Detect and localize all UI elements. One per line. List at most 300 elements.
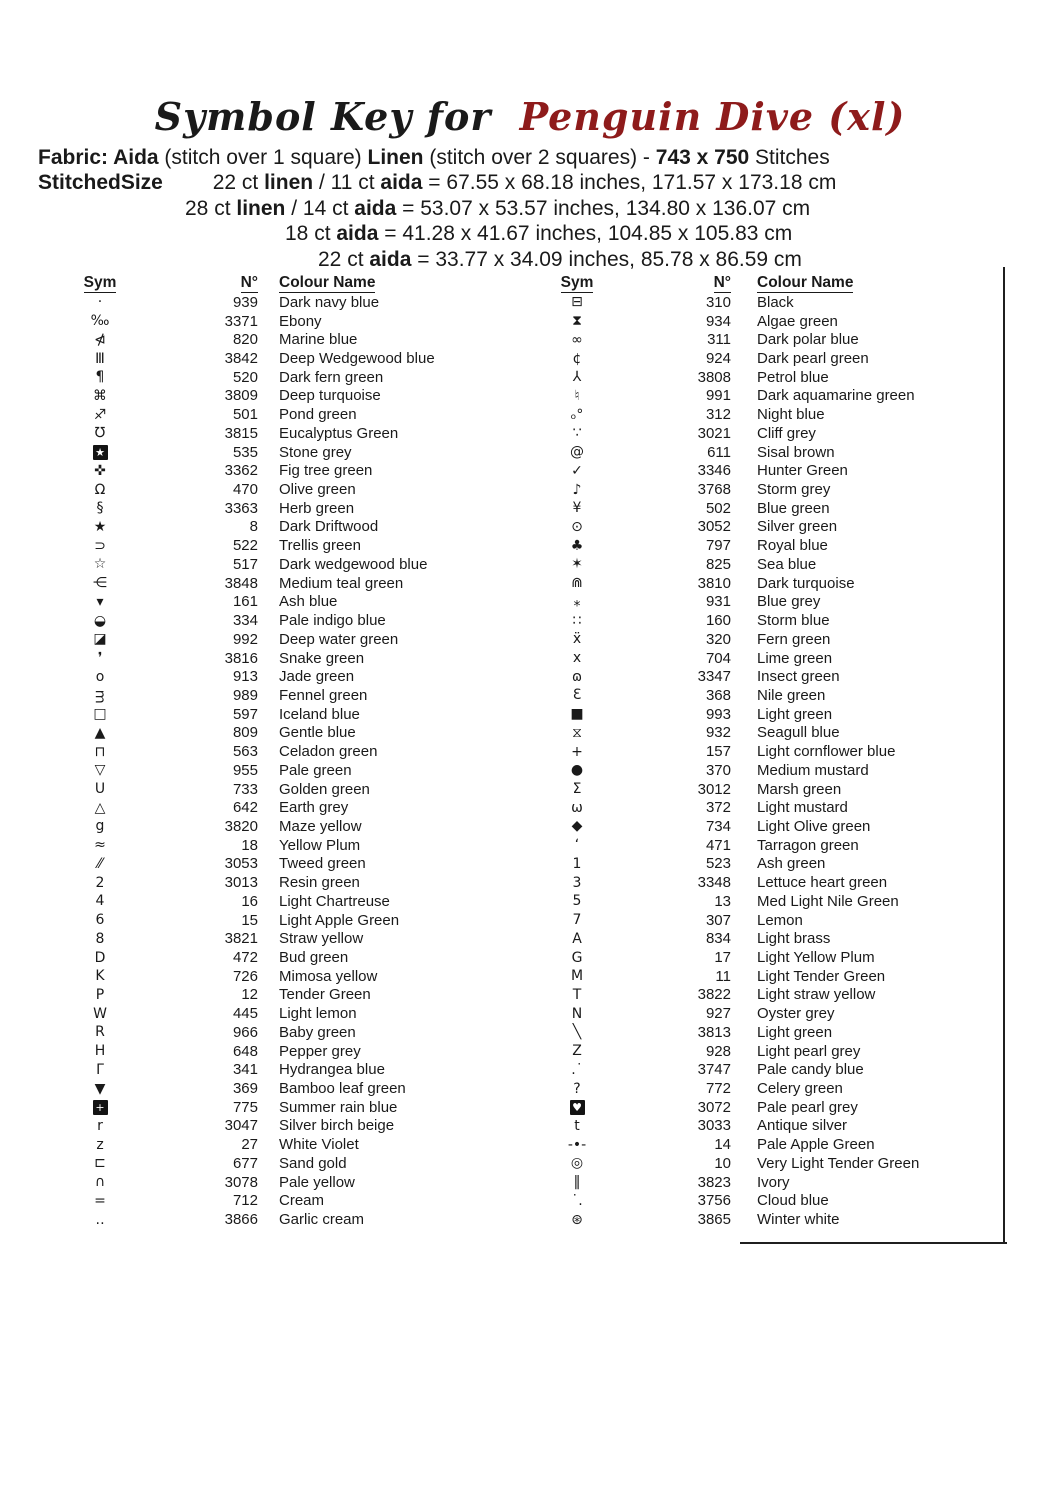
stitch-symbol-icon: t	[574, 1117, 580, 1134]
colour-name-cell: Dark turquoise	[757, 574, 855, 592]
symbol-cell	[545, 932, 609, 946]
table-row	[70, 424, 506, 443]
number-cell: 3012	[697, 780, 731, 798]
colour-name-cell: Storm grey	[757, 481, 831, 499]
colour-name-cell: Very Light Tender Green	[757, 1154, 920, 1172]
table-row	[545, 593, 1003, 612]
symbol-cell	[545, 857, 609, 871]
stitch-symbol-icon: ⊛	[571, 1211, 583, 1228]
number-cell: 734	[705, 817, 731, 835]
table-row	[545, 724, 1003, 743]
colour-name-cell: Fern green	[757, 630, 831, 648]
symbol-cell	[545, 426, 609, 440]
text-segment: Stitches	[749, 146, 830, 169]
stitch-symbol-icon: ♐	[93, 406, 107, 423]
number-cell: 3865	[697, 1211, 731, 1229]
number-cell: 704	[705, 649, 731, 667]
symbol-cell	[545, 352, 609, 366]
number-cell: 10	[714, 1154, 731, 1172]
colour-name-cell: Marine blue	[279, 331, 358, 349]
table-row	[70, 1098, 506, 1117]
colour-name-cell: Sisal brown	[757, 443, 835, 461]
number-cell: 372	[705, 799, 731, 817]
stitch-symbol-icon: ■	[570, 706, 584, 723]
number-cell: 3363	[224, 499, 258, 517]
symbol-cell	[70, 707, 130, 721]
text-segment: aida	[380, 171, 423, 194]
number-cell: 3362	[224, 462, 258, 480]
colour-name-cell: Light lemon	[279, 1005, 357, 1023]
stitch-symbol-icon: ˙.	[571, 1192, 583, 1209]
colour-name-cell: Iceland blue	[279, 705, 360, 723]
stitched-size-line-2	[185, 197, 810, 221]
colour-name-cell: Herb green	[279, 499, 355, 517]
symbol-cell	[545, 1119, 609, 1133]
stitch-symbol-icon: ·	[97, 294, 103, 311]
stitch-symbol-icon: ẍ	[572, 631, 582, 648]
symbol-cell	[545, 988, 609, 1002]
symbol-cell	[70, 782, 130, 796]
table-row	[70, 349, 506, 368]
colour-name-cell: Silver birch beige	[279, 1117, 395, 1135]
table-row	[545, 742, 1003, 761]
stitch-symbol-icon: .˙	[571, 1061, 583, 1078]
table-row	[70, 836, 506, 855]
colour-name-cell: Resin green	[279, 874, 360, 892]
table-row	[545, 686, 1003, 705]
symbol-cell	[70, 801, 130, 815]
number-cell: 797	[705, 537, 731, 555]
colour-name-cell: Blue green	[757, 499, 830, 517]
table-row	[545, 967, 1003, 986]
number-cell: 3072	[697, 1098, 731, 1116]
table-row	[545, 611, 1003, 630]
stitch-symbol-icon: ∞	[571, 331, 583, 348]
colour-name-cell: Lemon	[757, 911, 803, 929]
table-row	[545, 1210, 1003, 1229]
number-cell: 3013	[224, 874, 258, 892]
table-row	[545, 798, 1003, 817]
table-row	[545, 667, 1003, 686]
stitch-symbol-icon: ∷	[572, 612, 582, 629]
symbol-cell	[545, 651, 609, 665]
text-segment: = 41.28 x 41.67 inches, 104.85 x 105.83 cm	[378, 222, 793, 245]
stitch-symbol-icon: +	[571, 743, 583, 760]
table-row	[70, 948, 506, 967]
inverted-stitch-symbol-icon: ★	[93, 445, 108, 460]
colour-name-cell: Light Olive green	[757, 817, 871, 835]
table-header-right	[545, 273, 1003, 293]
number-cell: 3842	[224, 350, 258, 368]
stitch-symbol-icon: 4	[95, 893, 105, 910]
number-cell: 3346	[697, 462, 731, 480]
table-row	[545, 536, 1003, 555]
stitch-symbol-icon: 2	[95, 874, 105, 891]
symbol-cell	[70, 576, 130, 590]
stitch-symbol-icon: ◪	[93, 631, 107, 648]
symbol-cell	[70, 894, 130, 908]
symbol-cell	[545, 520, 609, 534]
stitch-symbol-icon: z	[96, 1136, 104, 1153]
colour-name-cell: Insect green	[757, 668, 840, 686]
colour-name-cell: Lettuce heart green	[757, 874, 888, 892]
stitch-symbol-icon: ¢	[572, 350, 582, 367]
number-cell: 523	[705, 855, 731, 873]
text-segment: 22 ct	[318, 248, 370, 271]
table-row	[70, 986, 506, 1005]
number-cell: 3816	[224, 649, 258, 667]
number-cell: 3033	[697, 1117, 731, 1135]
text-segment: linen	[236, 197, 286, 220]
number-cell: 11	[715, 967, 731, 985]
number-cell: 3756	[697, 1192, 731, 1210]
text-segment: = 33.77 x 34.09 inches, 85.78 x 86.59 cm	[411, 248, 802, 271]
table-row	[70, 1079, 506, 1098]
number-cell: 955	[232, 761, 258, 779]
colour-name-cell: Stone grey	[279, 443, 352, 461]
stitch-symbol-icon: ≈	[94, 837, 106, 854]
colour-name-cell: Dark wedgewood blue	[279, 555, 428, 573]
symbol-cell	[545, 614, 609, 628]
column-header-number: N°	[713, 274, 731, 291]
stitch-symbol-icon: o	[95, 668, 105, 685]
stitch-symbol-icon: 5	[572, 893, 582, 910]
table-row	[70, 518, 506, 537]
symbol-cell	[70, 726, 130, 740]
colour-name-cell: Earth grey	[279, 799, 349, 817]
table-row	[545, 312, 1003, 331]
symbol-cell	[545, 1044, 609, 1058]
stitched-size-line-1-text	[213, 171, 837, 194]
symbol-table-right	[545, 273, 1003, 1229]
stitch-symbol-icon: M	[570, 968, 584, 985]
colour-name-cell: White Violet	[279, 1136, 359, 1154]
colour-name-cell: Gentle blue	[279, 724, 356, 742]
number-cell: 648	[232, 1042, 258, 1060]
stitch-symbol-icon: ★	[93, 518, 107, 535]
number-cell: 3809	[224, 387, 258, 405]
symbol-cell	[70, 651, 130, 665]
colour-name-cell: Pale green	[279, 761, 352, 779]
stitch-symbol-icon: ✶	[571, 556, 583, 573]
symbol-cell	[545, 951, 609, 965]
table-row	[545, 349, 1003, 368]
stitch-symbol-icon: §	[96, 500, 104, 517]
stitch-symbol-icon: ∵	[572, 425, 582, 442]
colour-name-cell: Dark Driftwood	[279, 518, 379, 536]
number-cell: 320	[705, 630, 731, 648]
number-cell: 470	[232, 481, 258, 499]
stitch-symbol-icon: ₒ°	[570, 406, 584, 423]
number-cell: 597	[232, 705, 258, 723]
table-row	[70, 649, 506, 668]
colour-name-cell: Algae green	[757, 312, 838, 330]
colour-name-cell: Dark navy blue	[279, 293, 380, 311]
symbol-cell	[545, 670, 609, 684]
stitch-symbol-icon: ¥	[572, 500, 582, 517]
colour-name-cell: Light Chartreuse	[279, 892, 390, 910]
stitch-symbol-icon: r	[97, 1117, 103, 1134]
colour-name-cell: Bamboo leaf green	[279, 1080, 406, 1098]
symbol-cell	[70, 1138, 130, 1152]
colour-name-cell: Cream	[279, 1192, 325, 1210]
stitch-symbol-icon: ‥	[95, 1211, 105, 1228]
table-row	[70, 855, 506, 874]
number-cell: 160	[705, 612, 731, 630]
stitch-symbol-icon: ℧	[94, 425, 106, 442]
table-row	[545, 948, 1003, 967]
colour-name-cell: Snake green	[279, 649, 365, 667]
number-cell: 934	[705, 312, 731, 330]
stitch-symbol-icon: ◒	[93, 612, 107, 629]
colour-name-cell: Light Yellow Plum	[757, 949, 875, 967]
stitch-symbol-icon: =	[94, 1192, 106, 1209]
symbol-cell	[545, 576, 609, 590]
number-cell: 3808	[697, 368, 731, 386]
number-cell: 991	[705, 387, 731, 405]
symbol-cell	[70, 932, 130, 946]
stitch-symbol-icon: ⊟	[571, 294, 583, 311]
symbol-cell	[70, 1100, 130, 1115]
number-cell: 3348	[697, 874, 731, 892]
stitched-size-label: StitchedSize	[38, 171, 163, 194]
symbol-cell	[70, 389, 130, 403]
table-row	[70, 667, 506, 686]
text-segment: / 14 ct	[285, 197, 355, 220]
number-cell: 8	[249, 518, 258, 536]
symbol-cell	[70, 838, 130, 852]
table-row	[545, 1060, 1003, 1079]
text-segment: / 11 ct	[313, 171, 381, 194]
symbol-cell	[545, 894, 609, 908]
colour-name-cell: Golden green	[279, 780, 370, 798]
symbol-cell	[545, 1007, 609, 1021]
table-row	[70, 1210, 506, 1229]
number-cell: 726	[232, 967, 258, 985]
table-row	[70, 780, 506, 799]
table-row	[545, 461, 1003, 480]
colour-name-cell: Deep Wedgewood blue	[279, 350, 435, 368]
colour-name-cell: Medium mustard	[757, 761, 869, 779]
symbol-cell	[70, 295, 130, 309]
colour-name-cell: Dark polar blue	[757, 331, 859, 349]
symbol-cell	[70, 969, 130, 983]
symbol-cell	[70, 1194, 130, 1208]
table-row	[545, 986, 1003, 1005]
symbol-cell	[545, 464, 609, 478]
number-cell: 161	[232, 593, 258, 611]
text-segment: Linen	[367, 146, 424, 169]
symbol-cell	[545, 819, 609, 833]
symbol-cell	[70, 501, 130, 515]
colour-name-cell: Light cornflower blue	[757, 743, 896, 761]
table-row	[70, 798, 506, 817]
table-row	[70, 1154, 506, 1173]
symbol-cell	[70, 314, 130, 328]
table-row	[70, 817, 506, 836]
stitch-symbol-icon: 7	[572, 912, 582, 929]
colour-name-cell: Sea blue	[757, 555, 817, 573]
table-row	[545, 1079, 1003, 1098]
number-cell: 3822	[697, 986, 731, 1004]
number-cell: 931	[705, 593, 731, 611]
stitch-symbol-icon: ∩	[94, 1174, 106, 1191]
symbol-cell	[70, 1119, 130, 1133]
stitch-symbol-icon: @	[570, 444, 584, 461]
stitch-symbol-icon: ♣	[570, 537, 584, 554]
number-cell: 989	[232, 686, 258, 704]
column-header-colour-name: Colour Name	[279, 274, 376, 291]
table-row	[70, 574, 506, 593]
right-border-rule	[1003, 267, 1005, 1244]
colour-name-cell: Jade green	[279, 668, 355, 686]
table-row	[70, 1135, 506, 1154]
symbol-cell	[70, 857, 130, 871]
stitch-symbol-icon: ⌘	[93, 387, 107, 404]
colour-name-cell: Pale pearl grey	[757, 1098, 858, 1116]
text-segment: aida	[369, 248, 412, 271]
stitch-symbol-icon: N	[571, 1005, 583, 1022]
symbol-cell	[545, 801, 609, 815]
number-cell: 993	[705, 705, 731, 723]
number-cell: 12	[241, 986, 258, 1004]
stitch-symbol-icon: ⧖	[572, 724, 582, 741]
colour-name-cell: Mimosa yellow	[279, 967, 378, 985]
colour-name-cell: Tender Green	[279, 986, 371, 1004]
symbol-cell	[545, 501, 609, 515]
colour-name-cell: Straw yellow	[279, 930, 364, 948]
colour-name-cell: Hydrangea blue	[279, 1061, 385, 1079]
stitch-symbol-icon: Γ	[96, 1061, 104, 1078]
table-row	[545, 1154, 1003, 1173]
table-row	[70, 686, 506, 705]
number-cell: 312	[705, 406, 731, 424]
colour-name-cell: Storm blue	[757, 612, 830, 630]
colour-name-cell: Royal blue	[757, 537, 828, 555]
number-cell: 712	[232, 1192, 258, 1210]
number-cell: 3866	[224, 1211, 258, 1229]
symbol-cell	[70, 1175, 130, 1189]
symbol-cell	[545, 1213, 609, 1227]
symbol-cell	[70, 745, 130, 759]
stitch-symbol-icon: ω	[571, 799, 583, 816]
stitch-symbol-icon: ♮	[574, 387, 580, 404]
table-row	[70, 405, 506, 424]
table-row	[545, 405, 1003, 424]
table-row	[545, 480, 1003, 499]
colour-name-cell: Trellis green	[279, 537, 361, 555]
text-segment: Fabric:	[38, 146, 114, 169]
symbol-cell	[545, 389, 609, 403]
colour-name-cell: Light brass	[757, 930, 831, 948]
stitch-symbol-icon: ⊃	[94, 537, 106, 554]
colour-name-cell: Nile green	[757, 686, 826, 704]
symbol-cell	[545, 539, 609, 553]
colour-name-cell: Pale Apple Green	[757, 1136, 875, 1154]
stitched-size-line-4	[318, 248, 802, 272]
colour-name-cell: Winter white	[757, 1211, 840, 1229]
colour-name-cell: Light green	[757, 705, 833, 723]
text-segment: (stitch over 2 squares) -	[423, 146, 656, 169]
colour-name-cell: Olive green	[279, 481, 356, 499]
number-cell: 471	[705, 836, 731, 854]
table-row	[70, 1004, 506, 1023]
table-row	[70, 892, 506, 911]
stitch-symbol-icon: ⁄⁄	[97, 855, 103, 872]
table-row	[545, 1192, 1003, 1211]
table-row	[545, 836, 1003, 855]
table-row	[70, 443, 506, 462]
colour-name-cell: Antique silver	[757, 1117, 848, 1135]
number-cell: 368	[705, 686, 731, 704]
symbol-cell	[545, 1138, 609, 1152]
table-header-left	[70, 273, 506, 293]
colour-name-cell: Light Tender Green	[757, 967, 886, 985]
colour-name-cell: Eucalyptus Green	[279, 424, 399, 442]
table-row	[545, 911, 1003, 930]
text-segment: 28 ct	[185, 197, 237, 220]
table-row	[70, 967, 506, 986]
column-header-colour-name: Colour Name	[757, 274, 854, 291]
colour-name-cell: Med Light Nile Green	[757, 892, 899, 910]
symbol-cell	[70, 913, 130, 927]
number-cell: 341	[232, 1061, 258, 1079]
table-row	[545, 518, 1003, 537]
colour-name-cell: Seagull blue	[757, 724, 840, 742]
stitch-symbol-icon: ‖	[573, 1174, 581, 1191]
symbol-cell	[70, 426, 130, 440]
colour-name-cell: Pale indigo blue	[279, 612, 386, 630]
number-cell: 3371	[224, 312, 258, 330]
stitch-symbol-icon: 6	[95, 912, 105, 929]
table-row	[70, 929, 506, 948]
colour-name-cell: Black	[757, 293, 794, 311]
symbol-cell	[545, 1156, 609, 1170]
table-row	[70, 1060, 506, 1079]
number-cell: 913	[232, 668, 258, 686]
stitch-symbol-icon: -•-	[567, 1136, 587, 1153]
stitch-symbol-icon: ♪	[572, 481, 582, 498]
stitch-symbol-icon: Ω	[94, 481, 106, 498]
stitch-symbol-icon: ▼	[94, 1080, 106, 1097]
table-row	[545, 574, 1003, 593]
inverted-stitch-symbol-icon: ♥	[570, 1100, 585, 1115]
colour-name-cell: Pale candy blue	[757, 1061, 864, 1079]
number-cell: 825	[705, 555, 731, 573]
column-header-sym: Sym	[83, 274, 117, 291]
text-segment: Aida	[113, 146, 159, 169]
colour-name-cell: Deep turquoise	[279, 387, 381, 405]
number-cell: 3021	[697, 424, 731, 442]
number-cell: 809	[232, 724, 258, 742]
table-row	[70, 630, 506, 649]
symbol-cell	[70, 876, 130, 890]
colour-name-cell: Maze yellow	[279, 817, 362, 835]
number-cell: 517	[232, 555, 258, 573]
colour-name-cell: Dark aquamarine green	[757, 387, 915, 405]
number-cell: 501	[232, 406, 258, 424]
stitched-size-line-1	[38, 171, 836, 195]
colour-name-cell: Tarragon green	[757, 836, 859, 854]
symbol-cell	[545, 876, 609, 890]
stitch-symbol-icon: P	[95, 986, 105, 1003]
number-cell: 820	[232, 331, 258, 349]
stitch-symbol-icon: Z	[572, 1043, 582, 1060]
text-segment: = 53.07 x 53.57 inches, 134.80 x 136.07 cm	[396, 197, 811, 220]
colour-name-cell: Light green	[757, 1023, 833, 1041]
title-prefix: Symbol Key for	[154, 94, 492, 139]
symbol-cell	[545, 314, 609, 328]
